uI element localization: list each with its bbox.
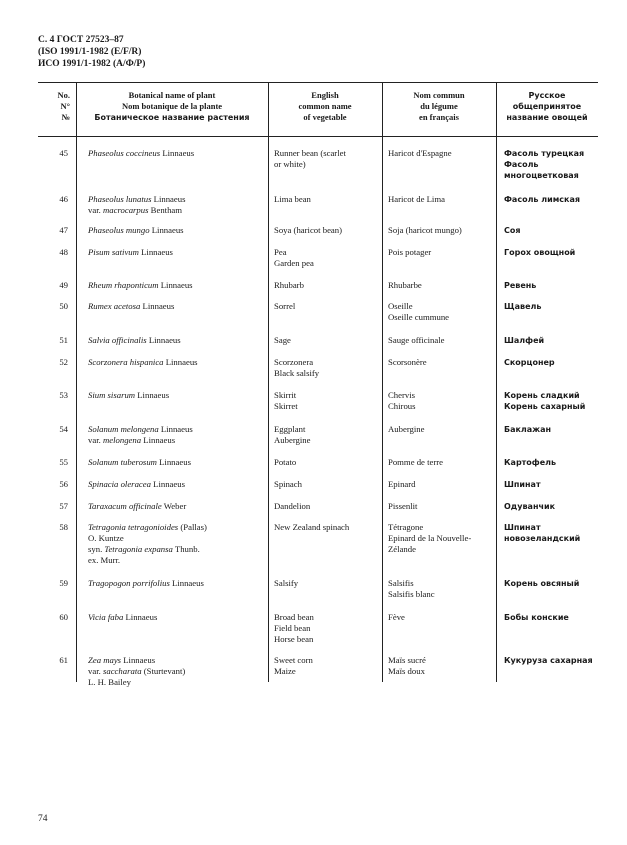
botanical-author: (Sturtevant) <box>141 666 186 676</box>
botanical-species: melongena <box>102 435 142 445</box>
russian-name <box>504 225 596 236</box>
header-line-2: (ISO 1991/1-1982 (E/F/R) <box>38 47 142 57</box>
botanical-author: Linnaeus <box>158 280 193 290</box>
botanical-author: Linnaeus <box>160 148 195 158</box>
botanical-name <box>88 357 266 368</box>
row-number: 61 <box>59 655 68 665</box>
botanical-prefix: var. <box>88 666 103 676</box>
russian-name <box>504 479 596 490</box>
french-name <box>388 612 496 623</box>
french-name-line: Epinard de la Nouvelle- <box>388 533 472 543</box>
column-divider <box>268 82 269 682</box>
russian-name <box>504 301 596 312</box>
english-name <box>274 301 382 312</box>
vegetable-names-table <box>38 82 598 687</box>
row-number: 56 <box>59 479 68 489</box>
english-name <box>274 612 382 645</box>
english-name <box>274 194 382 205</box>
botanical-line <box>88 335 266 346</box>
english-name-line: Runner bean (scarlet <box>274 148 346 158</box>
english-name-line: Maize <box>274 666 296 676</box>
english-name <box>274 501 382 512</box>
botanical-author: Linnaeus <box>140 301 175 311</box>
english-name-line: or white) <box>274 159 306 169</box>
botanical-author: Linnaeus <box>146 335 181 345</box>
botanical-species: Sium sisarum <box>88 390 136 400</box>
botanical-line <box>88 424 266 435</box>
french-name <box>388 357 496 368</box>
russian-name <box>504 501 596 512</box>
french-name-line: Maïs doux <box>388 666 425 676</box>
row-number: 49 <box>59 280 68 290</box>
english-name-line: Black salsify <box>274 368 320 378</box>
botanical-species: Phaseolus lunatus <box>88 194 152 204</box>
botanical-author: Bentham <box>148 205 183 215</box>
english-name-line: Horse bean <box>274 634 314 644</box>
header-botanical: Botanical name of plant Nom botanique de la plante Ботаническое название растения <box>94 90 250 122</box>
botanical-line <box>88 612 266 623</box>
russian-name <box>504 335 596 346</box>
english-name <box>274 225 382 236</box>
botanical-author: Linnaeus <box>141 435 176 445</box>
russian-name-line: многоцветковая <box>504 171 579 180</box>
french-name <box>388 501 496 512</box>
russian-name-line: Кукуруза сахарная <box>504 656 593 665</box>
botanical-species: Vicia faba <box>88 612 124 622</box>
row-number: 53 <box>59 390 68 400</box>
english-name-line: Skirrit <box>274 390 297 400</box>
botanical-species: Tragopogon porrifolius <box>88 578 170 588</box>
french-name <box>388 578 496 600</box>
botanical-name <box>88 335 266 346</box>
french-name-line: Chirous <box>388 401 416 411</box>
botanical-line <box>88 533 266 544</box>
english-name <box>274 578 382 589</box>
french-name <box>388 225 496 236</box>
row-number: 52 <box>59 357 68 367</box>
russian-name-line: Корень сладкий <box>504 391 580 400</box>
english-name-line: Eggplant <box>274 424 306 434</box>
row-number: 57 <box>59 501 68 511</box>
document-header <box>38 34 145 70</box>
english-name-line: Pea <box>274 247 287 257</box>
russian-name-line: новозеландский <box>504 534 581 543</box>
english-name-line: Dandelion <box>274 501 311 511</box>
english-name <box>274 280 382 291</box>
french-name <box>388 280 496 291</box>
header-english: English common name of vegetable <box>298 90 352 122</box>
english-name-line: Potato <box>274 457 297 467</box>
french-name-line: Scorsonère <box>388 357 427 367</box>
botanical-author: Weber <box>161 501 187 511</box>
french-name-line: Maïs sucré <box>388 655 426 665</box>
header-line-3: ИСО 1991/1-1982 (А/Ф/Р) <box>38 59 146 69</box>
english-name-line: Soya (haricot bean) <box>274 225 343 235</box>
row-number: 45 <box>59 148 68 158</box>
english-name-line: Sweet corn <box>274 655 313 665</box>
french-name-line: Sauge officinale <box>388 335 445 345</box>
botanical-name <box>88 424 266 446</box>
russian-name-line: Горох овощной <box>504 248 576 257</box>
botanical-name <box>88 479 266 490</box>
botanical-line <box>88 544 266 555</box>
botanical-species: macrocarpus <box>102 205 149 215</box>
french-name-line: Salsifis blanc <box>388 589 435 599</box>
botanical-author: Linnaeus <box>156 457 191 467</box>
botanical-author: Linnaeus <box>163 357 198 367</box>
botanical-name <box>88 225 266 236</box>
botanical-species: Taraxacum officinale <box>88 501 162 511</box>
english-name-line: Rhubarb <box>274 280 304 290</box>
english-name <box>274 479 382 490</box>
botanical-name <box>88 522 266 566</box>
french-name-line: Fève <box>388 612 405 622</box>
french-name-line: Zélande <box>388 544 416 554</box>
botanical-line <box>88 280 266 291</box>
botanical-line <box>88 677 266 688</box>
russian-name-line: Шалфей <box>504 336 545 345</box>
botanical-species: Phaseolus mungo <box>88 225 150 235</box>
english-name <box>274 655 382 677</box>
botanical-line <box>88 148 266 159</box>
botanical-author: Linnaeus <box>149 225 184 235</box>
botanical-author: Linnaeus <box>121 655 156 665</box>
botanical-species: Solanum tuberosum <box>88 457 157 467</box>
russian-name-line: Шпинат <box>504 523 541 532</box>
english-name-line: Salsify <box>274 578 299 588</box>
french-name-line: Aubergine <box>388 424 425 434</box>
russian-name <box>504 280 596 291</box>
botanical-line <box>88 357 266 368</box>
botanical-name <box>88 301 266 312</box>
botanical-line <box>88 247 266 258</box>
french-name-line: Haricot d'Espagne <box>388 148 452 158</box>
russian-name <box>504 612 596 623</box>
english-name-line: Sorrel <box>274 301 296 311</box>
russian-name-line: Фасоль <box>504 160 539 169</box>
botanical-line <box>88 390 266 401</box>
english-name <box>274 357 382 379</box>
botanical-species: Salvia officinalis <box>88 335 147 345</box>
french-name-line: Haricot de Lima <box>388 194 445 204</box>
english-name-line: Broad bean <box>274 612 314 622</box>
french-name <box>388 655 496 677</box>
botanical-line <box>88 522 266 533</box>
french-name <box>388 194 496 205</box>
russian-name-line: Картофель <box>504 458 557 467</box>
botanical-line <box>88 194 266 205</box>
russian-name <box>504 424 596 435</box>
french-name <box>388 424 496 435</box>
french-name-line: Oseille <box>388 301 413 311</box>
row-number: 48 <box>59 247 68 257</box>
french-name-line: Pois potager <box>388 247 432 257</box>
french-name-line: Chervis <box>388 390 416 400</box>
botanical-line <box>88 501 266 512</box>
french-name-line: Pomme de terre <box>388 457 444 467</box>
botanical-prefix: O. Kuntze <box>88 533 124 543</box>
row-number: 46 <box>59 194 68 204</box>
botanical-species: Pisum sativum <box>88 247 139 257</box>
row-number: 47 <box>59 225 68 235</box>
row-number: 50 <box>59 301 68 311</box>
botanical-prefix: var. <box>88 205 103 215</box>
english-name <box>274 390 382 412</box>
row-number: 51 <box>59 335 68 345</box>
english-name <box>274 247 382 269</box>
botanical-author: Linnaeus <box>123 612 158 622</box>
botanical-prefix: ex. Murr. <box>88 555 121 565</box>
botanical-prefix: L. H. Bailey <box>88 677 131 687</box>
column-divider <box>382 82 383 682</box>
english-name-line: New Zealand spinach <box>274 522 350 532</box>
english-name-line: Skirret <box>274 401 298 411</box>
english-name <box>274 148 382 170</box>
french-name-line: Pissenlit <box>388 501 418 511</box>
botanical-line <box>88 205 266 216</box>
french-name <box>388 148 496 159</box>
botanical-species: Tetragonia tetragonioides <box>88 522 179 532</box>
botanical-species: Tetragonia expansa <box>104 544 173 554</box>
botanical-author: Thunb. <box>172 544 200 554</box>
russian-name <box>504 357 596 368</box>
botanical-species: Rheum rhaponticum <box>88 280 159 290</box>
russian-name <box>504 148 596 181</box>
botanical-species: Solanum melongena <box>88 424 159 434</box>
russian-name-line: Скорцонер <box>504 358 555 367</box>
english-name-line: Sage <box>274 335 291 345</box>
botanical-name <box>88 280 266 291</box>
english-name-line: Scorzonera <box>274 357 314 367</box>
russian-name-line: Корень сахарный <box>504 402 586 411</box>
botanical-line <box>88 578 266 589</box>
header-russian: Русское общепринятое название овощей <box>506 91 588 122</box>
row-number: 59 <box>59 578 68 588</box>
french-name <box>388 247 496 258</box>
russian-name <box>504 655 596 666</box>
table-header-rule <box>38 136 598 137</box>
french-name-line: Oseille cummune <box>388 312 450 322</box>
russian-name <box>504 522 596 544</box>
botanical-species: saccharata <box>102 666 142 676</box>
russian-name-line: Ревень <box>504 281 537 290</box>
english-name <box>274 424 382 446</box>
english-name-line: Garden pea <box>274 258 314 268</box>
french-name-line: Soja (haricot mungo) <box>388 225 462 235</box>
botanical-author: Linnaeus <box>138 247 173 257</box>
russian-name-line: Бобы конские <box>504 613 569 622</box>
botanical-name <box>88 501 266 512</box>
french-name-line: Rhubarbe <box>388 280 422 290</box>
header-french: Nom commun du légume en français <box>413 90 465 122</box>
botanical-name <box>88 247 266 258</box>
english-name <box>274 522 382 533</box>
russian-name-line: Шпинат <box>504 480 541 489</box>
russian-name <box>504 247 596 258</box>
russian-name <box>504 194 596 205</box>
botanical-species: Spinacia oleracea <box>88 479 151 489</box>
russian-name <box>504 457 596 468</box>
header-no: No. N° № <box>57 90 70 122</box>
russian-name-line: Фасоль лимская <box>504 195 580 204</box>
botanical-species: Rumex acetosa <box>88 301 141 311</box>
english-name-line: Field bean <box>274 623 311 633</box>
botanical-name <box>88 390 266 401</box>
botanical-name <box>88 148 266 159</box>
row-number: 60 <box>59 612 68 622</box>
row-number: 54 <box>59 424 68 434</box>
botanical-prefix: syn. <box>88 544 105 554</box>
botanical-author: Linnaeus <box>135 390 170 400</box>
russian-name-line: Баклажан <box>504 425 552 434</box>
botanical-line <box>88 555 266 566</box>
french-name <box>388 479 496 490</box>
french-name <box>388 335 496 346</box>
botanical-line <box>88 457 266 468</box>
french-name-line: Tétragone <box>388 522 424 532</box>
botanical-species: Zea mays <box>88 655 122 665</box>
botanical-name <box>88 655 266 688</box>
english-name-line: Spinach <box>274 479 302 489</box>
english-name <box>274 335 382 346</box>
botanical-author: Linnaeus <box>151 194 186 204</box>
french-name <box>388 301 496 323</box>
botanical-line <box>88 479 266 490</box>
botanical-line <box>88 666 266 677</box>
botanical-author: Linnaeus <box>169 578 204 588</box>
russian-name <box>504 390 596 412</box>
column-divider <box>496 82 497 682</box>
botanical-line <box>88 301 266 312</box>
english-name-line: Lima bean <box>274 194 311 204</box>
russian-name-line: Щавель <box>504 302 542 311</box>
botanical-prefix: var. <box>88 435 103 445</box>
french-name <box>388 457 496 468</box>
botanical-name <box>88 578 266 589</box>
russian-name-line: Одуванчик <box>504 502 555 511</box>
botanical-species: Scorzonera hispanica <box>88 357 164 367</box>
table-top-rule <box>38 82 598 83</box>
french-name <box>388 522 496 555</box>
french-name-line: Epinard <box>388 479 416 489</box>
page-number: 74 <box>38 814 48 824</box>
botanical-name <box>88 612 266 623</box>
english-name-line: Aubergine <box>274 435 311 445</box>
russian-name <box>504 578 596 589</box>
row-number: 58 <box>59 522 68 532</box>
column-divider <box>76 82 77 682</box>
botanical-author: Linnaeus <box>150 479 185 489</box>
botanical-author: Linnaeus <box>158 424 193 434</box>
french-name-line: Salsifis <box>388 578 414 588</box>
row-number: 55 <box>59 457 68 467</box>
botanical-name <box>88 457 266 468</box>
french-name <box>388 390 496 412</box>
botanical-species: Phaseolus coccineus <box>88 148 161 158</box>
english-name <box>274 457 382 468</box>
botanical-name <box>88 194 266 216</box>
russian-name-line: Фасоль турецкая <box>504 149 585 158</box>
botanical-line <box>88 225 266 236</box>
header-line-1: С. 4 ГОСТ 27523–87 <box>38 35 124 45</box>
botanical-line <box>88 435 266 446</box>
russian-name-line: Соя <box>504 226 521 235</box>
botanical-line <box>88 655 266 666</box>
russian-name-line: Корень овсяный <box>504 579 580 588</box>
botanical-author: (Pallas) <box>178 522 207 532</box>
